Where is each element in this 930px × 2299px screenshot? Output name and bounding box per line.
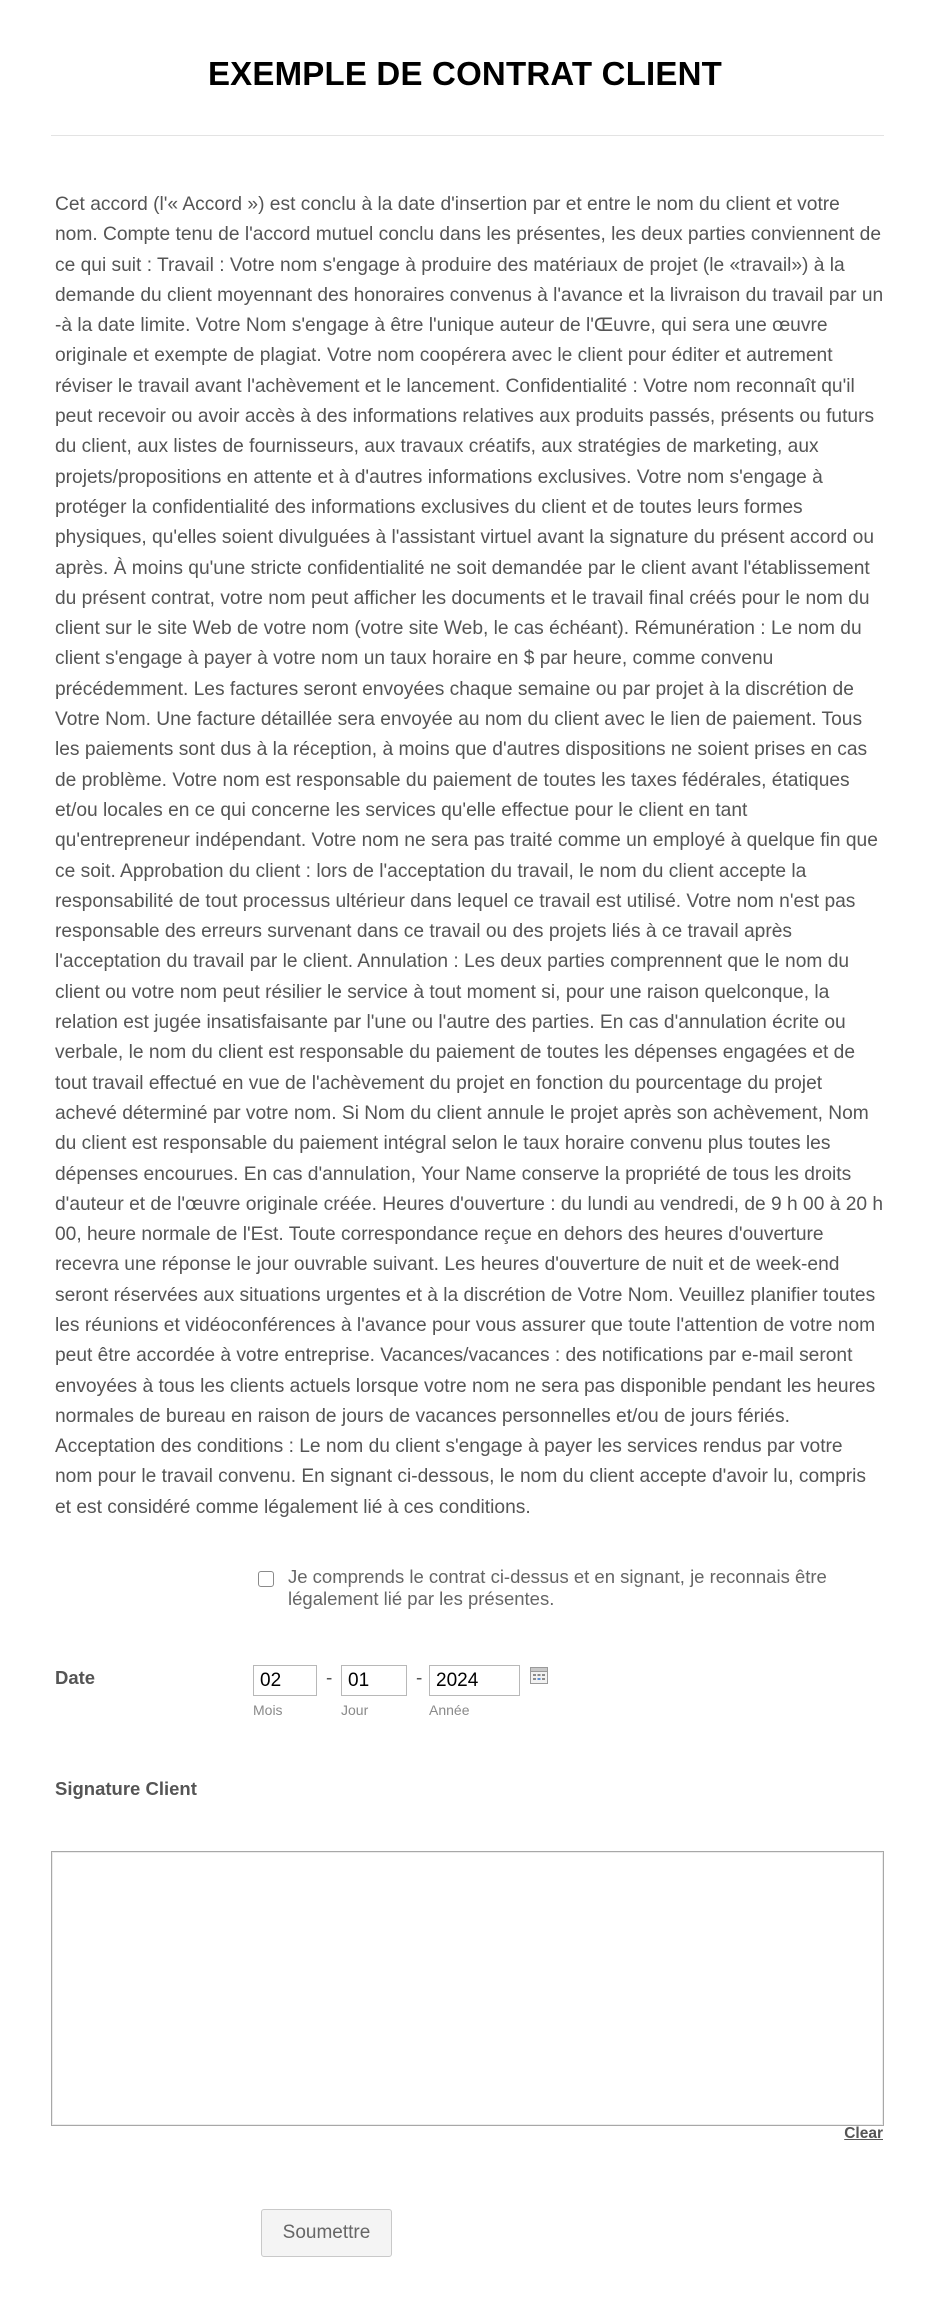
consent-checkbox-row[interactable]	[258, 1566, 878, 1610]
month-field	[253, 1665, 317, 1718]
year-field	[429, 1665, 520, 1718]
signature-pad[interactable]	[51, 1851, 884, 2126]
consent-label[interactable]: Je comprends le contrat ci-dessus et en signant, je reconnais être légalement lié par les présentes.	[288, 1566, 827, 1609]
form-title: EXEMPLE DE CONTRAT CLIENT	[207, 55, 723, 92]
date-separator: -	[326, 1668, 333, 1689]
title-divider	[51, 135, 884, 136]
year-sublabel: Année	[429, 1702, 470, 1718]
submit-button[interactable]: Soumettre	[261, 2209, 392, 2257]
year-input[interactable]	[429, 1665, 520, 1696]
day-sublabel: Jour	[341, 1702, 369, 1718]
day-input[interactable]	[341, 1665, 407, 1696]
date-label: Date	[55, 1667, 96, 1688]
clear-signature-link[interactable]: Clear	[844, 2125, 883, 2142]
month-sublabel: Mois	[253, 1702, 283, 1718]
signature-label: Signature Client	[55, 1778, 197, 1799]
day-field	[341, 1665, 407, 1718]
consent-checkbox[interactable]	[258, 1571, 274, 1587]
calendar-icon[interactable]	[530, 1667, 548, 1684]
month-input[interactable]	[253, 1665, 317, 1696]
contract-body: Cet accord (l'« Accord ») est conclu à la date d'insertion par et entre le nom du client et votre nom. Compte tenu de l'accord mutuel conclu dans les présentes, les deux parties conviennent de ce qui suit : Travail : Votre nom s'engage à produire des matériaux de projet (le «travail») à la demande du client moyennant des honoraires convenus à l'avance et la livraison du travail par un -à la date limite. Votre Nom s'engage à être l'unique auteur de l'Œuvre, qui sera une œuvre originale et exempte de plagiat. Votre nom coopérera avec le client pour éditer et autrement réviser le travail avant l'achèvement et le lancement. Confidentialité : Votre nom reconnaît qu'il peut recevoir ou avoir accès à des informations relatives aux produits passés, présents ou futurs du client, aux listes de fournisseurs, aux travaux créatifs, aux stratégies de marketing, aux projets/propositions en attente et à d'autres informations exclusives. Votre nom s'engage à protéger la confidentialité des informations exclusives du client et de toutes leurs formes physiques, qu'elles soient divulguées à l'assistant virtuel avant la signature du présent accord ou après. À moins qu'une stricte confidentialité ne soit demandée par le client avant l'établissement du présent contrat, votre nom peut afficher les documents et le travail final créés pour le nom du client sur le site Web de votre nom (votre site Web, le cas échéant). Rémunération : Le nom du client s'engage à payer à votre nom un taux horaire en $ par heure, comme convenu précédemment. Les factures seront envoyées chaque semaine ou par projet à la discrétion de Votre Nom. Une facture détaillée sera envoyée au nom du client avec le lien de paiement. Tous les paiements sont dus à la réception, à moins que d'autres dispositions ne soient prises en cas de problème. Votre nom est responsable du paiement de toutes les taxes fédérales, étatiques et/ou locales en ce qui concerne les services qu'elle effectue pour le client en tant qu'entrepreneur indépendant. Votre nom ne sera pas traité comme un employé à quelque fin que ce soit. Approbation du client : lors de l'acceptation du travail, le nom du client accepte la responsabilité de tout processus ultérieur dans lequel ce travail est utilisé. Votre nom n'est pas responsable des erreurs survenant dans ce travail ou des projets liés à ce travail après l'acceptation du travail par le client. Annulation : Les deux parties comprennent que le nom du client ou votre nom peut résilier le service à tout moment si, pour une raison quelconque, la relation est jugée insatisfaisante par l'une ou l'autre des parties. En cas d'annulation écrite ou verbale, le nom du client est responsable du paiement de toutes les dépenses engagées et de tout travail effectué en vue de l'achèvement du projet en fonction du pourcentage du projet achevé déterminé par votre nom. Si Nom du client annule le projet après son achèvement, Nom du client est responsable du paiement intégral selon le taux horaire convenu plus toutes les dépenses encourues. En cas d'annulation, Your Name conserve la propriété de tous les droits d'auteur et de l'œuvre originale créée. Heures d'ouverture : du lundi au vendredi, de 9 h 00 à 20 h 00, heure normale de l'Est. Toute correspondance reçue en dehors des heures d'ouverture recevra une réponse le jour ouvrable suivant. Les heures d'ouverture de nuit et de week-end seront réservées aux situations urgentes et à la discrétion de Votre Nom. Veuillez planifier toutes les réunions et vidéoconférences à l'avance pour vous assurer que toute l'attention de votre nom peut être accordée à votre entreprise. Vacances/vacances : des notifications par e-mail seront envoyées à tous les clients actuels lorsque votre nom ne sera pas disponible pendant les heures normales de bureau en raison de jours de vacances personnelles et/ou de jours fériés. Acceptation des conditions : Le nom du client s'engage à payer les services rendus par votre nom pour le travail convenu. En signant ci-dessous, le nom du client accepte d'avoir lu, compris et est considéré comme légalement lié à ces conditions.	[55, 194, 884, 1518]
date-separator: -	[416, 1668, 423, 1689]
